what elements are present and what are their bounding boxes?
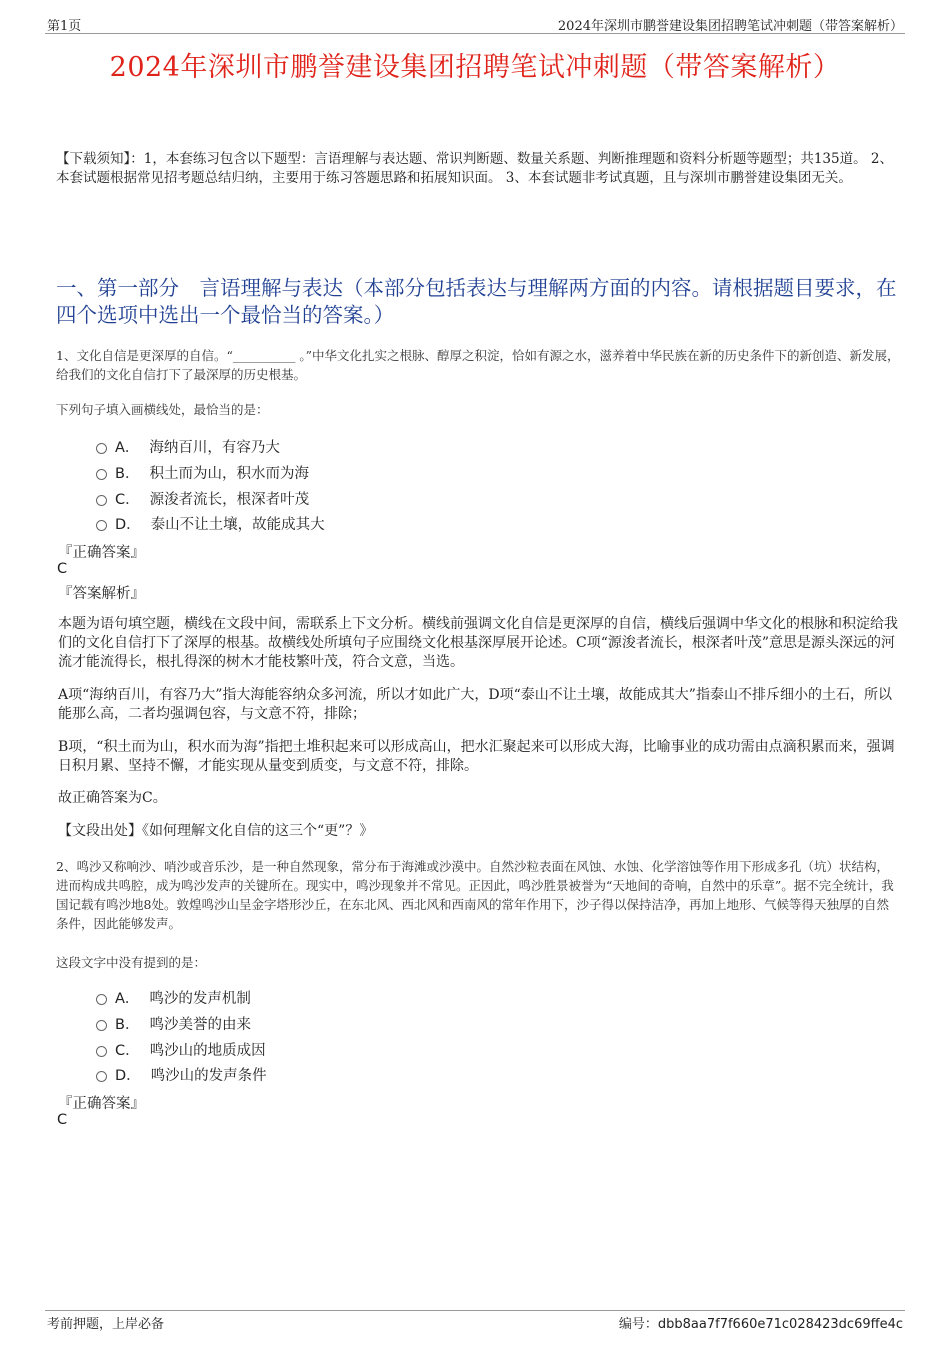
footer-code — [619, 1313, 903, 1332]
question-1-text: 1、文化自信是更深厚的自信。“__________ 。”中华文化扎实之根脉、醇厚之积淀，恰如有源之水，滋养着中华民族在新的历史条件下的新创造、新发展，给我们的文化自信打下了最深厚的历史根基。 — [56, 348, 900, 382]
option-letter: A． — [115, 991, 140, 1007]
q1-conclusion: 故正确答案为C。 — [58, 790, 167, 806]
radio-icon[interactable] — [96, 520, 107, 531]
option-letter: C． — [115, 492, 140, 508]
q1-source: 【文段出处】《如何理解文化自信的这三个“更”？》 — [58, 823, 374, 839]
option-text: 海纳百川，有容乃大 — [149, 440, 280, 456]
radio-icon[interactable] — [96, 1020, 107, 1031]
section-heading: 一、第一部分 言语理解与表达（本部分包括表达与理解两方面的内容。请根据题目要求，在四个选项中选出一个最恰当的答案。） — [56, 276, 897, 327]
radio-icon[interactable] — [96, 495, 107, 506]
option-letter: B． — [115, 466, 140, 482]
q1-answer: C — [57, 561, 68, 577]
q1-analysis-paragraph: B项，“积土而为山，积水而为海”指把土堆积起来可以形成高山，把水汇聚起来可以形成大海，比喻事业的成功需由点滴积累而来，强调日积月累、坚持不懈，才能实现从量变到质变，与文意不符，排除。 — [58, 739, 895, 774]
footer-divider — [45, 1310, 905, 1311]
footer-code-value: dbb8aa7f7f660e71c028423dc69ffe4c — [657, 1317, 903, 1332]
option-letter: C． — [115, 1043, 140, 1059]
option-text: 鸣沙山的发声条件 — [150, 1068, 267, 1084]
q1-option-d[interactable] — [96, 513, 325, 534]
footer-code-label: 编号： — [618, 1317, 658, 1332]
question-2-text: 2、鸣沙又称响沙、哨沙或音乐沙，是一种自然现象，常分布于海滩或沙漠中。自然沙粒表面在风蚀、水蚀、化学溶蚀等作用下形成多孔（坑）状结构，进而构成共鸣腔，成为鸣沙发声的关键所在。现实中，鸣沙现象并不常见。正因此，鸣沙胜景被誉为“天地间的奇响，自然中的乐章”。据不完全统计，我国记载有鸣沙地8处。敦煌鸣沙山呈金字塔形沙丘，在东北风、西北风和西南风的常年作用下，沙子得以保持洁净，再加上地形、气候等得天独厚的自然条件，因此能够发声。 — [56, 859, 894, 931]
question-1-prompt: 下列句子填入画横线处，最恰当的是： — [56, 402, 269, 417]
option-text: 鸣沙的发声机制 — [149, 991, 251, 1007]
radio-icon[interactable] — [96, 994, 107, 1005]
option-text: 源浚者流长，根深者叶茂 — [149, 492, 310, 508]
radio-icon[interactable] — [96, 1046, 107, 1057]
q1-analysis-paragraph: 本题为语句填空题，横线在文段中间，需联系上下文分析。横线前强调文化自信是更深厚的自信，横线后强调中华文化的根脉和积淀给我们的文化自信打下了深厚的根基。故横线处所填句子应围绕文化根基深厚展开论述。C项“源浚者流长，根深者叶茂”意思是源头深远的河流才能流得长，根扎得深的树木才能枝繁叶茂，符合文意，当选。 — [58, 616, 898, 670]
q2-answer: C — [57, 1112, 68, 1128]
option-text: 泰山不让土壤，故能成其大 — [150, 517, 325, 533]
q1-analysis-label: 『答案解析』 — [58, 586, 145, 602]
option-text: 积土而为山，积水而为海 — [149, 466, 309, 482]
question-2-prompt: 这段文字中没有提到的是： — [56, 955, 207, 970]
q1-analysis-paragraph: A项“海纳百川，有容乃大”指大海能容纳众多河流，所以才如此广大，D项“泰山不让土壤，故能成其大”指泰山不排斥细小的土石，所以能那么高，二者均强调包容，与文意不符，排除； — [58, 687, 892, 722]
option-letter: D． — [115, 517, 141, 533]
header-doc-title: 2024年深圳市鹏誉建设集团招聘笔试冲刺题（带答案解析） — [557, 19, 903, 34]
option-text: 鸣沙美誉的由来 — [149, 1017, 251, 1033]
radio-icon[interactable] — [96, 469, 107, 480]
q1-option-b[interactable] — [96, 462, 309, 483]
option-letter: D． — [115, 1068, 141, 1084]
radio-icon[interactable] — [96, 1071, 107, 1082]
q2-option-d[interactable] — [96, 1064, 267, 1085]
page-number: 第1页 — [47, 19, 82, 34]
q2-option-c[interactable] — [96, 1039, 266, 1060]
footer-slogan: 考前押题，上岸必备 — [47, 1317, 165, 1332]
header-divider — [45, 33, 905, 34]
q1-option-c[interactable] — [96, 488, 309, 509]
q2-answer-label: 『正确答案』 — [58, 1096, 145, 1112]
document-title: 2024年深圳市鹏誉建设集团招聘笔试冲刺题（带答案解析） — [109, 52, 841, 83]
download-notice: 【下载须知】：1，本套练习包含以下题型：言语理解与表达题、常识判断题、数量关系题、判断推理题和资料分析题等题型；共135道。 2、本套试题根据常见招考题总结归纳，主要用于练习答题思路和拓展知识面。 3、本套试题非考试真题，且与深圳市鹏誉建设集团无关。 — [56, 151, 893, 186]
q1-option-a[interactable] — [96, 436, 280, 457]
q2-option-a[interactable] — [96, 987, 251, 1008]
option-text: 鸣沙山的地质成因 — [149, 1043, 266, 1059]
q1-answer-label: 『正确答案』 — [58, 545, 145, 561]
radio-icon[interactable] — [96, 443, 107, 454]
option-letter: B． — [115, 1017, 140, 1033]
option-letter: A． — [115, 440, 140, 456]
q2-option-b[interactable] — [96, 1013, 251, 1034]
